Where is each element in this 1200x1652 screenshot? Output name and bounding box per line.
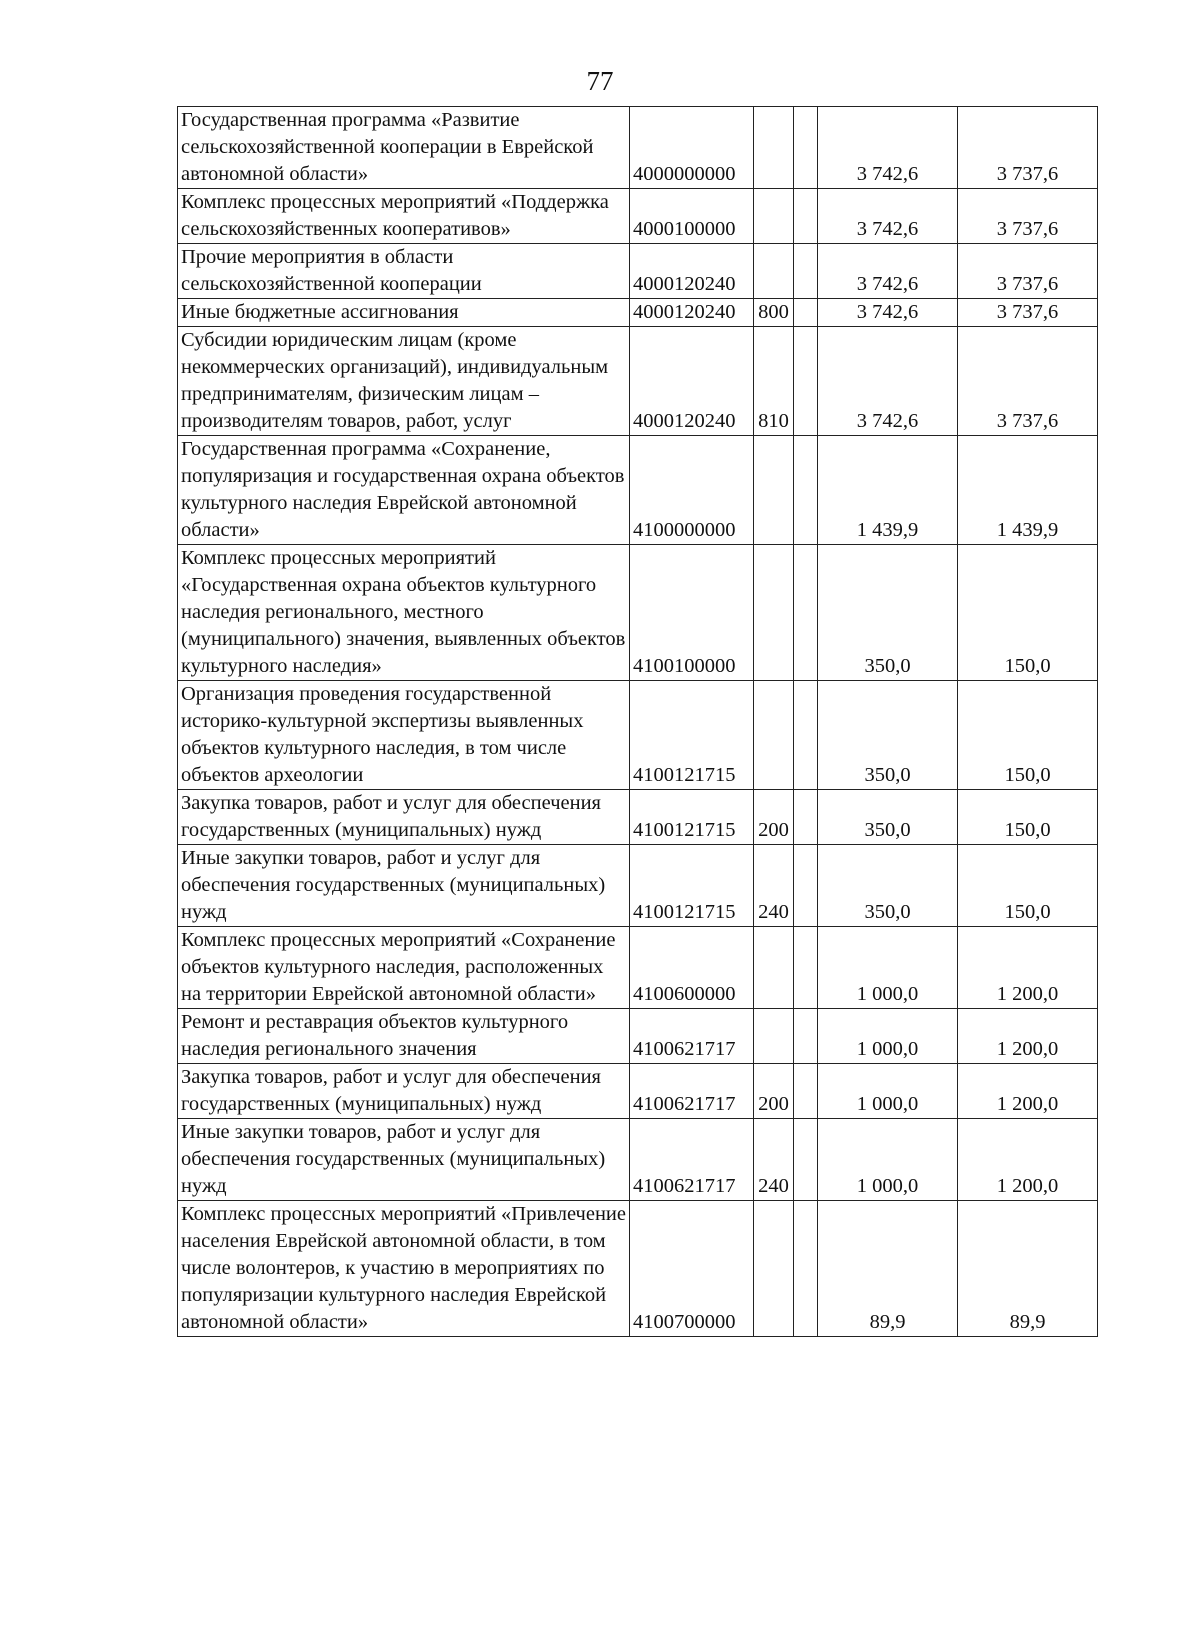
table-row bbox=[178, 436, 1098, 545]
row-name-cell: Закупка товаров, работ и услуг для обеспечения государственных (муниципальных) нужд bbox=[178, 1064, 630, 1119]
row-name-cell: Иные закупки товаров, работ и услуг для обеспечения государственных (муниципальных) нужд bbox=[178, 1119, 630, 1201]
row-amount-first-cell: 1 000,0 bbox=[818, 927, 958, 1009]
row-amount-second-cell: 89,9 bbox=[958, 1201, 1098, 1337]
budget-table bbox=[177, 106, 1098, 1337]
row-amount-first-cell: 3 742,6 bbox=[818, 189, 958, 244]
row-name-cell: Иные закупки товаров, работ и услуг для обеспечения государственных (муниципальных) нужд bbox=[178, 845, 630, 927]
row-vr-cell bbox=[754, 244, 794, 299]
row-amount-first-cell: 3 742,6 bbox=[818, 299, 958, 327]
row-vr-cell: 800 bbox=[754, 299, 794, 327]
row-vr-cell: 200 bbox=[754, 790, 794, 845]
row-vr-cell bbox=[754, 1201, 794, 1337]
table-row bbox=[178, 1201, 1098, 1337]
row-amount-first-cell: 1 439,9 bbox=[818, 436, 958, 545]
row-amount-second-cell: 1 200,0 bbox=[958, 1009, 1098, 1064]
page-number: 77 bbox=[586, 66, 614, 96]
row-vr-cell: 810 bbox=[754, 327, 794, 436]
row-vr-cell bbox=[754, 545, 794, 681]
row-amount-first-cell: 350,0 bbox=[818, 790, 958, 845]
row-vr-cell: 240 bbox=[754, 845, 794, 927]
row-csr-cell: 4000100000 bbox=[630, 189, 754, 244]
row-amount-first-cell: 1 000,0 bbox=[818, 1064, 958, 1119]
row-empty-cell bbox=[794, 107, 818, 189]
row-csr-cell: 4100100000 bbox=[630, 545, 754, 681]
table-row bbox=[178, 1064, 1098, 1119]
row-csr-cell: 4000120240 bbox=[630, 327, 754, 436]
table-row bbox=[178, 681, 1098, 790]
row-empty-cell bbox=[794, 927, 818, 1009]
row-name-cell: Ремонт и реставрация объектов культурного наследия регионального значения bbox=[178, 1009, 630, 1064]
row-amount-second-cell: 1 200,0 bbox=[958, 927, 1098, 1009]
row-amount-first-cell: 89,9 bbox=[818, 1201, 958, 1337]
row-amount-first-cell: 350,0 bbox=[818, 845, 958, 927]
row-amount-first-cell: 1 000,0 bbox=[818, 1009, 958, 1064]
row-empty-cell bbox=[794, 327, 818, 436]
row-empty-cell bbox=[794, 1201, 818, 1337]
row-amount-second-cell: 150,0 bbox=[958, 545, 1098, 681]
row-amount-first-cell: 1 000,0 bbox=[818, 1119, 958, 1201]
row-vr-cell bbox=[754, 927, 794, 1009]
row-csr-cell: 4100621717 bbox=[630, 1064, 754, 1119]
row-amount-second-cell: 3 737,6 bbox=[958, 327, 1098, 436]
row-amount-second-cell: 3 737,6 bbox=[958, 189, 1098, 244]
row-empty-cell bbox=[794, 790, 818, 845]
row-csr-cell: 4000120240 bbox=[630, 244, 754, 299]
table-row bbox=[178, 244, 1098, 299]
row-amount-second-cell: 1 200,0 bbox=[958, 1119, 1098, 1201]
row-amount-second-cell: 150,0 bbox=[958, 681, 1098, 790]
row-amount-first-cell: 3 742,6 bbox=[818, 327, 958, 436]
row-amount-second-cell: 3 737,6 bbox=[958, 107, 1098, 189]
table-row bbox=[178, 845, 1098, 927]
row-name-cell: Государственная программа «Развитие сельскохозяйственной кооперации в Еврейской автономной области» bbox=[178, 107, 630, 189]
row-name-cell: Иные бюджетные ассигнования bbox=[178, 299, 630, 327]
row-csr-cell: 4000000000 bbox=[630, 107, 754, 189]
row-csr-cell: 4000120240 bbox=[630, 299, 754, 327]
row-name-cell: Комплекс процессных мероприятий «Государственная охрана объектов культурного наследия регионального, местного (муниципального) значения, выявленных объектов культурного наследия» bbox=[178, 545, 630, 681]
row-vr-cell bbox=[754, 1009, 794, 1064]
row-amount-first-cell: 350,0 bbox=[818, 681, 958, 790]
table-row bbox=[178, 107, 1098, 189]
table-row bbox=[178, 1009, 1098, 1064]
row-amount-second-cell: 150,0 bbox=[958, 845, 1098, 927]
row-name-cell: Прочие мероприятия в области сельскохозяйственной кооперации bbox=[178, 244, 630, 299]
row-empty-cell bbox=[794, 299, 818, 327]
table-body bbox=[178, 107, 1098, 1337]
row-vr-cell: 200 bbox=[754, 1064, 794, 1119]
table-row bbox=[178, 927, 1098, 1009]
row-amount-second-cell: 3 737,6 bbox=[958, 299, 1098, 327]
row-csr-cell: 4100700000 bbox=[630, 1201, 754, 1337]
row-name-cell: Субсидии юридическим лицам (кроме некоммерческих организаций), индивидуальным предпринимателям, физическим лицам – производителям товаров, работ, услуг bbox=[178, 327, 630, 436]
row-amount-first-cell: 3 742,6 bbox=[818, 244, 958, 299]
row-csr-cell: 4100000000 bbox=[630, 436, 754, 545]
row-name-cell: Комплекс процессных мероприятий «Поддержка сельскохозяйственных кооперативов» bbox=[178, 189, 630, 244]
row-empty-cell bbox=[794, 1119, 818, 1201]
row-empty-cell bbox=[794, 545, 818, 681]
row-csr-cell: 4100121715 bbox=[630, 681, 754, 790]
row-vr-cell bbox=[754, 189, 794, 244]
row-csr-cell: 4100621717 bbox=[630, 1119, 754, 1201]
row-empty-cell bbox=[794, 189, 818, 244]
row-name-cell: Комплекс процессных мероприятий «Привлечение населения Еврейской автономной области, в том числе волонтеров, к участию в мероприятиях по популяризации культурного наследия Еврейской автономной области» bbox=[178, 1201, 630, 1337]
row-csr-cell: 4100121715 bbox=[630, 790, 754, 845]
row-empty-cell bbox=[794, 681, 818, 790]
row-csr-cell: 4100121715 bbox=[630, 845, 754, 927]
row-name-cell: Комплекс процессных мероприятий «Сохранение объектов культурного наследия, расположенных на территории Еврейской автономной области» bbox=[178, 927, 630, 1009]
table-row bbox=[178, 327, 1098, 436]
row-amount-second-cell: 150,0 bbox=[958, 790, 1098, 845]
row-empty-cell bbox=[794, 1009, 818, 1064]
table-row bbox=[178, 790, 1098, 845]
table-row bbox=[178, 189, 1098, 244]
row-vr-cell bbox=[754, 107, 794, 189]
table-row bbox=[178, 299, 1098, 327]
table-row bbox=[178, 545, 1098, 681]
row-amount-second-cell: 1 200,0 bbox=[958, 1064, 1098, 1119]
row-amount-second-cell: 1 439,9 bbox=[958, 436, 1098, 545]
row-vr-cell: 240 bbox=[754, 1119, 794, 1201]
row-amount-first-cell: 3 742,6 bbox=[818, 107, 958, 189]
row-vr-cell bbox=[754, 681, 794, 790]
row-empty-cell bbox=[794, 436, 818, 545]
row-name-cell: Закупка товаров, работ и услуг для обеспечения государственных (муниципальных) нужд bbox=[178, 790, 630, 845]
row-amount-second-cell: 3 737,6 bbox=[958, 244, 1098, 299]
row-empty-cell bbox=[794, 845, 818, 927]
table-row bbox=[178, 1119, 1098, 1201]
row-name-cell: Государственная программа «Сохранение, популяризация и государственная охрана объектов культурного наследия Еврейской автономной области» bbox=[178, 436, 630, 545]
row-name-cell: Организация проведения государственной историко-культурной экспертизы выявленных объектов культурного наследия, в том числе объектов археологии bbox=[178, 681, 630, 790]
row-csr-cell: 4100621717 bbox=[630, 1009, 754, 1064]
row-empty-cell bbox=[794, 1064, 818, 1119]
row-amount-first-cell: 350,0 bbox=[818, 545, 958, 681]
row-empty-cell bbox=[794, 244, 818, 299]
row-csr-cell: 4100600000 bbox=[630, 927, 754, 1009]
row-vr-cell bbox=[754, 436, 794, 545]
